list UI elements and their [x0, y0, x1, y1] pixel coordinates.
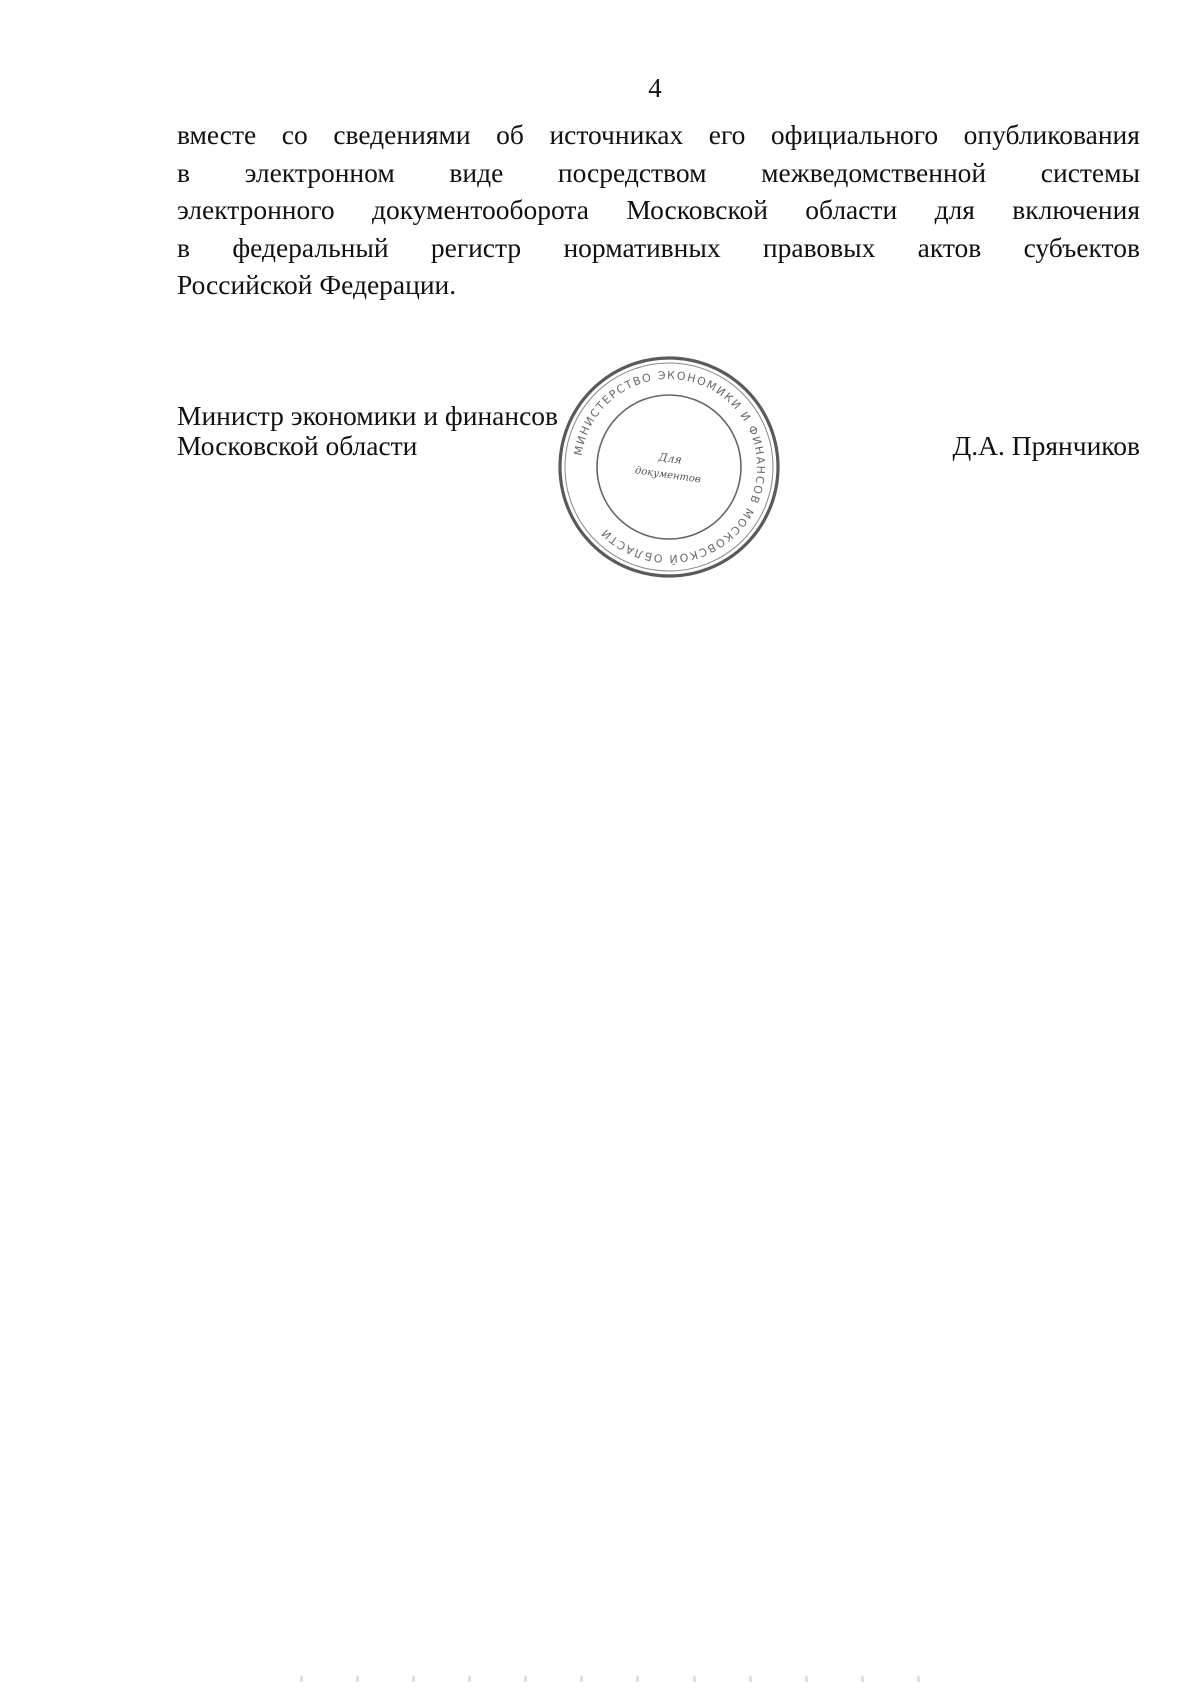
- word: вместе: [177, 119, 257, 150]
- word: нормативных: [563, 231, 721, 263]
- word: со: [281, 119, 308, 150]
- seal-center-line2: документов: [634, 465, 702, 486]
- page-number: 4: [648, 73, 662, 103]
- word: субъектов: [1023, 231, 1140, 263]
- word: об: [496, 119, 524, 150]
- paragraph-line: [177, 266, 1140, 304]
- signatory-title: Министр экономики и финансов: [177, 400, 559, 431]
- word: актов: [917, 231, 982, 263]
- word: для: [934, 194, 975, 225]
- paragraph-line: [177, 191, 1140, 229]
- signature-block: [177, 401, 1140, 461]
- word: официального: [770, 119, 939, 150]
- word: федеральный: [232, 231, 389, 263]
- word: электронном: [244, 156, 395, 188]
- seal-center-line1: Для: [657, 450, 683, 467]
- paragraph-line: [177, 116, 1140, 154]
- word: в: [177, 156, 190, 188]
- word: документооборота: [371, 194, 589, 225]
- word: источниках: [549, 119, 684, 150]
- body-paragraph: [177, 116, 1140, 304]
- word: Московской: [626, 194, 768, 225]
- word: электронного: [177, 194, 335, 225]
- word: области: [805, 194, 898, 225]
- word: регистр: [430, 231, 522, 263]
- signatory-region: Московской области: [177, 430, 418, 461]
- word: опубликования: [963, 119, 1140, 150]
- word: посредством: [557, 156, 707, 188]
- paragraph-line: [177, 154, 1140, 192]
- word: включения: [1012, 194, 1140, 225]
- word: виде: [449, 156, 504, 188]
- scan-artifact: [300, 1676, 920, 1682]
- signatory-name: Д.А. Прянчиков: [952, 430, 1140, 461]
- word: межведомственной: [761, 156, 987, 188]
- official-seal: [556, 354, 782, 580]
- word: системы: [1040, 156, 1140, 188]
- seal-ring-text: МИНИСТЕРСТВО ЭКОНОМИКИ И ФИНАНСОВ МОСКОВСКОЙ ОБЛАСТИ: [571, 368, 768, 566]
- word: правовых: [762, 231, 876, 263]
- word: Российской Федерации.: [177, 269, 457, 300]
- word: сведениями: [333, 119, 471, 150]
- word: в: [177, 231, 190, 263]
- word: его: [708, 119, 746, 150]
- paragraph-line: [177, 229, 1140, 267]
